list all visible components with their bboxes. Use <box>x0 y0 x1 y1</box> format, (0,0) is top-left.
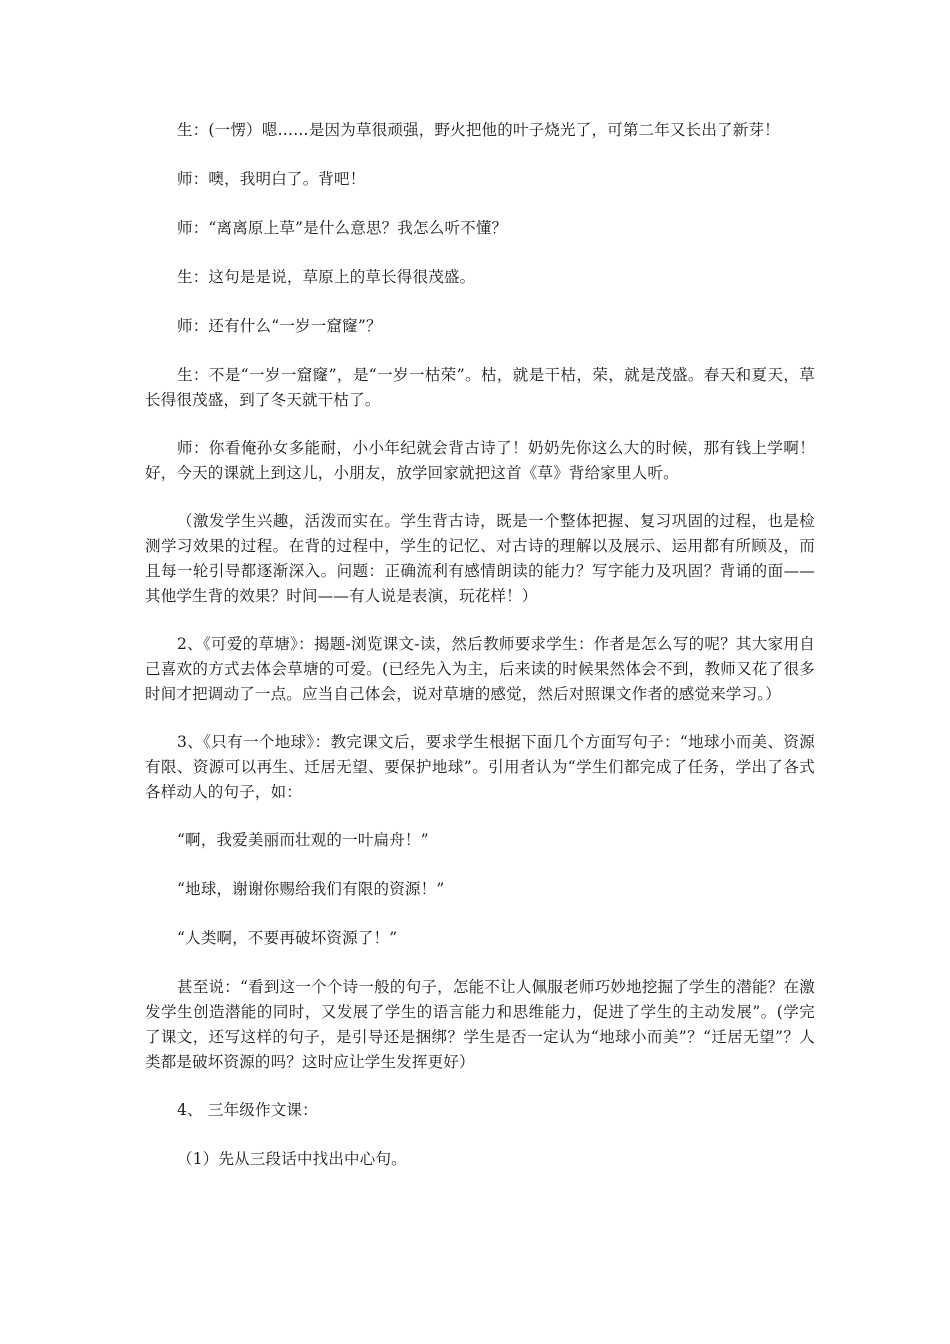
paragraph-lesson-4: 4、 三年级作文课： <box>177 1101 318 1119</box>
paragraph-commentary: （激发学生兴趣，活泼而实在。学生背古诗，既是一个整体把握、复习巩固的过程，也是检测学习效果的过程。在背的过程中，学生的记忆、对古诗的理解以及展示、运用都有所顾及，而且每一轮引导都逐渐深入。问题：正确流利有感情朗读的能力？写字能力及巩固？背诵的面——其他学生背的效果？时间——有人说是表演，玩花样！） <box>145 512 815 605</box>
paragraph-quote-2: “地球，谢谢你赐给我们有限的资源！” <box>177 880 445 898</box>
paragraph-student-explain: 生：这句是是说，草原上的草长得很茂盛。 <box>177 268 476 286</box>
paragraph-remark: 甚至说：“看到这一个个诗一般的句子，怎能不让人佩服老师巧妙地挖掘了学生的潜能？在激发学生创造潜能的同时，又发展了学生的语言能力和思维能力，促进了学生的主动发展”。(学完了课文，还写这样的句子，是引导还是捆绑？学生是否一定认为“地球小而美”？“迁居无望”？人类都是破坏资源的吗？这时应让学生发挥更好） <box>145 978 815 1071</box>
paragraph-student-correct: 生：不是“一岁一窟窿”，是“一岁一枯荣”。枯，就是干枯，荣，就是茂盛。春天和夏天，草长得很茂盛，到了冬天就干枯了。 <box>145 366 815 409</box>
paragraph-step-1: （1）先从三段话中找出中心句。 <box>177 1150 407 1168</box>
paragraph-quote-1: “啊，我爱美丽而壮观的一叶扁舟！” <box>177 831 429 849</box>
paragraph-quote-3: “人类啊，不要再破坏资源了！” <box>177 929 398 947</box>
paragraph-teacher-recite: 师：噢，我明白了。背吧！ <box>177 170 366 188</box>
paragraph-teacher-ask: 师：还有什么“一岁一窟窿”？ <box>177 317 382 335</box>
paragraph-lesson-2: 2、《可爱的草塘》：揭题-浏览课文-读，然后教师要求学生：作者是怎么写的呢？其大家用自己喜欢的方式去体会草塘的可爱。(已经先入为主，后来读的时候果然体会不到，教师又花了很多时间才把调动了一点。应当自己体会，说对草塘的感觉，然后对照课文作者的感觉来学习。） <box>145 635 815 703</box>
paragraph-student-answer: 生：(一愣）嗯……是因为草很顽强，野火把他的叶子烧光了，可第二年又长出了新芽！ <box>177 121 780 139</box>
paragraph-teacher-question: 师：“离离原上草”是什么意思？我怎么听不懂？ <box>177 219 508 237</box>
paragraph-lesson-3: 3、《只有一个地球》：教完课文后，要求学生根据下面几个方面写句子：“地球小而美、资源有限、资源可以再生、迁居无望、要保护地球”。引用者认为“学生们都完成了任务，学出了各式各样动人的句子，如： <box>145 733 815 801</box>
paragraph-teacher-close: 师：你看俺孙女多能耐，小小年纪就会背古诗了！奶奶先你这么大的时候，那有钱上学啊！好，今天的课就上到这儿，小朋友，放学回家就把这首《草》背给家里人听。 <box>145 439 815 482</box>
